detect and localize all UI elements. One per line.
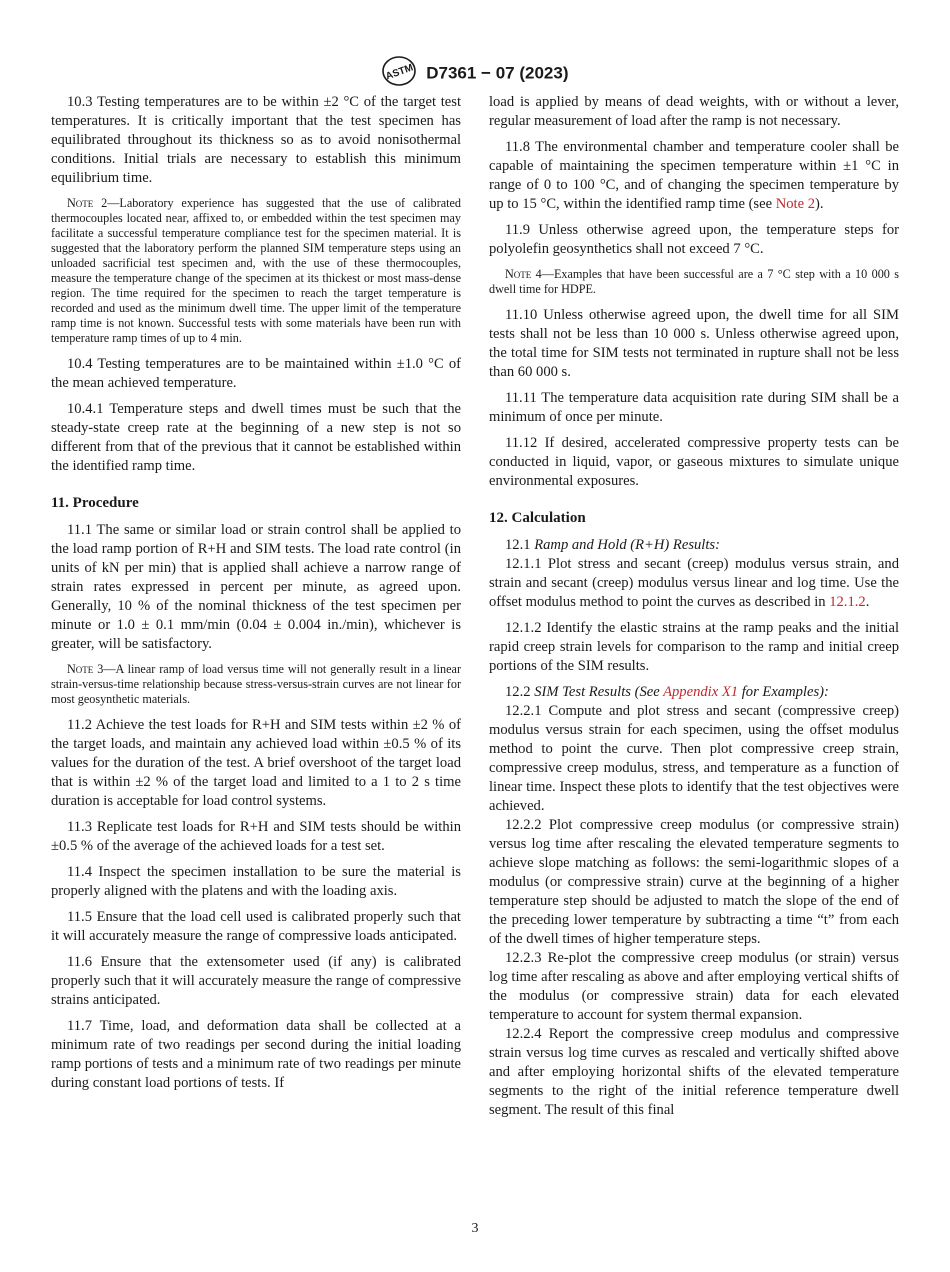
paragraph-11-1: 11.1 The same or similar load or strain control shall be applied to the load ramp portion of R+H and SIM tests. The load rate control (in units of kN per min) that is applied shall achieve a narrow range of strain rates expressed in percent per minute, as agreed upon. Generally, 10 % of the nominal thickness of the test specimen per minute or 1.0 ± 0.1 mm/min (0.04 ± 0.004 in./min), whichever is greater, will be satisfactory. bbox=[51, 522, 461, 652]
paragraph-11-2: 11.2 Achieve the test loads for R+H and SIM tests within ±2 % of the target loads, and maintain any achieved load within ±0.5 % of its values for the duration of the test. A brief overshoot of the target load that is within ±2 % of the target load and limited to a 1 to 2 s time duration is acceptable for load control systems. bbox=[51, 717, 461, 809]
paragraph-11-7: 11.7 Time, load, and deformation data shall be collected at a minimum rate of two readings per second during the initial loading ramp portions of tests and a minimum rate of two readings per minute during constant load portions of tests. If bbox=[51, 1018, 461, 1091]
paragraph-12-1-title: Ramp and Hold (R+H) Results: bbox=[534, 537, 720, 553]
paragraph-11-9: 11.9 Unless otherwise agreed upon, the temperature steps for polyolefin geosynthetics shall not exceed 7 °C. bbox=[489, 222, 899, 257]
paragraph-11-8-text: 11.8 The environmental chamber and temperature cooler shall be capable of maintaining the specimen temperature within ±1 °C in range of 0 to 100 °C, and of changing the specimen temperature by up to 15 °C, within the identified ramp time (see bbox=[489, 139, 899, 212]
paragraph-12-2-title: SIM Test Results (See bbox=[534, 684, 664, 700]
paragraph-12-1-1-text: 12.1.1 Plot stress and secant (creep) modulus versus strain, and strain and secant (creep) modulus versus linear and log time. Use the offset modulus method to point the curves as described in bbox=[489, 556, 899, 610]
note-3-label: Note 3 bbox=[67, 662, 104, 676]
note-2-label: Note 2 bbox=[67, 196, 108, 210]
section-heading-12: 12. Calculation bbox=[489, 510, 586, 526]
paragraph-12-2-title-end: for Examples): bbox=[738, 684, 829, 700]
section-12-1-2-link[interactable]: 12.1.2 bbox=[829, 594, 866, 610]
note-2-link[interactable]: Note 2 bbox=[775, 196, 816, 212]
page-header bbox=[0, 56, 950, 91]
document-code: D7361 − 07 (2023) bbox=[426, 63, 569, 83]
paragraph-11-10: 11.10 Unless otherwise agreed upon, the dwell time for all SIM tests shall not be less than 10 000 s. Unless otherwise agreed upon, the total time for SIM tests not terminated in rupture shall not be less than 60 000 s. bbox=[489, 307, 899, 380]
paragraph-12-2-3: 12.2.3 Re-plot the compressive creep modulus (or strain) versus log time after rescaling as above and after employing vertical shifts of the modulus (or compressive strain) data for each elevated temperature to account for system thermal expansion. bbox=[489, 950, 899, 1023]
note-3-text: —A linear ramp of load versus time will not generally result in a linear strain-versus-time relationship because stress-versus-strain curves are not linear for most geosynthetic materials. bbox=[51, 662, 462, 706]
paragraph-11-4: 11.4 Inspect the specimen installation to be sure the material is properly aligned with the platens and with the loading axis. bbox=[51, 864, 461, 899]
paragraph-12-1 bbox=[489, 536, 899, 555]
note-4-label: Note 4 bbox=[505, 267, 542, 281]
left-column bbox=[51, 93, 461, 1100]
paragraph-11-3: 11.3 Replicate test loads for R+H and SIM tests should be within ±0.5 % of the average of the achieved loads for a test set. bbox=[51, 819, 461, 854]
svg-text:ASTM: ASTM bbox=[383, 62, 415, 83]
paragraph-12-2 bbox=[489, 683, 899, 702]
paragraph-12-2-4: 12.2.4 Report the compressive creep modulus and compressive strain versus log time curves as rescaled and vertically shifted above and after employing horizontal shifts of the elevated temperature segments to the right of the initial reference temperature dwell segment. The result of this final bbox=[489, 1026, 899, 1118]
note-4 bbox=[489, 267, 899, 297]
section-heading-11: 11. Procedure bbox=[51, 495, 139, 511]
paragraph-10-4-1: 10.4.1 Temperature steps and dwell times must be such that the steady-state creep rate at the beginning of a new step is not so different from that of the previous that it cannot be established within the identified ramp time. bbox=[51, 401, 461, 474]
appendix-x1-link[interactable]: Appendix X1 bbox=[663, 684, 739, 700]
paragraph-12-1-number: 12.1 bbox=[505, 537, 535, 553]
paragraph-11-5: 11.5 Ensure that the load cell used is calibrated properly such that it will accurately measure the range of compressive loads anticipated. bbox=[51, 909, 461, 944]
paragraph-12-2-number: 12.2 bbox=[505, 684, 535, 700]
paragraph-11-11: 11.11 The temperature data acquisition rate during SIM shall be a minimum of once per minute. bbox=[489, 390, 899, 425]
right-column bbox=[489, 93, 899, 1120]
paragraph-12-1-1 bbox=[489, 555, 899, 612]
note-4-text: —Examples that have been successful are a 7 °C step with a 10 000 s dwell time for HDPE. bbox=[489, 267, 900, 296]
note-2-text: —Laboratory experience has suggested that the use of calibrated thermocouples located near, affixed to, or embedded within the test specimen may facilitate a successful temperature compliance test for the specimen material. It is suggested that the laboratory perform the planned SIM temperature steps using an unloaded sacrificial test specimen and, with the use of these thermocouples, measure the temperature change of the specimen at its thickest or most mass-dense region. The time required for the specimen to reach the target temperature is recorded and used as the minimum dwell time. The upper limit of the temperature ramp time is not known. Successful tests with some materials have been run with temperature ramp times of up to 4 min. bbox=[51, 196, 461, 345]
page-number: 3 bbox=[471, 1221, 479, 1236]
paragraph-10-3: 10.3 Testing temperatures are to be within ±2 °C of the target test temperatures. It is critically important that the test specimen has equilibrated throughout its thickness so as to avoid nonisothermal conditions. Initial trials are necessary to establish this minimum equilibrium time. bbox=[51, 94, 461, 186]
paragraph-12-1-1-end: . bbox=[865, 594, 870, 610]
paragraph-11-8 bbox=[489, 138, 899, 214]
paragraph-11-6: 11.6 Ensure that the extensometer used (if any) is calibrated properly such that it will accurately measure the range of compressive strains anticipated. bbox=[51, 954, 461, 1008]
paragraph-10-4: 10.4 Testing temperatures are to be maintained within ±1.0 °C of the mean achieved temperature. bbox=[51, 356, 461, 391]
paragraph-11-8-end: ). bbox=[815, 196, 824, 212]
paragraph-11-12: 11.12 If desired, accelerated compressive property tests can be conducted in liquid, vapor, or gaseous mixtures to simulate unique environmental exposures. bbox=[489, 435, 899, 489]
paragraph-12-1-2: 12.1.2 Identify the elastic strains at the ramp peaks and the initial rapid creep strain levels for comparison to the ramp and initial creep portions of the SIM results. bbox=[489, 620, 899, 674]
paragraph-11-7-continued: load is applied by means of dead weights, with or without a lever, regular measurement of load after the ramp is not necessary. bbox=[489, 94, 899, 129]
note-3 bbox=[51, 662, 461, 707]
paragraph-12-2-1: 12.2.1 Compute and plot stress and secant (compressive creep) modulus versus strain for each specimen, using the offset modulus method to point the curve. Then plot compressive creep strain, compressive creep modulus, stress, and temperature as a function of linear time. Inspect these plots to identify that the test objectives were achieved. bbox=[489, 703, 899, 814]
note-2 bbox=[51, 196, 461, 346]
astm-logo-icon bbox=[382, 56, 416, 91]
paragraph-12-2-2: 12.2.2 Plot compressive creep modulus (or compressive strain) versus log time after rescaling the elevated temperature segments to achieve slope matching as follows: the semi-logarithmic slopes of a modulus (or compressive strain) curve at the beginning of a higher temperature step should be adjusted to match the slope of the end of the preceding lower temperature by subtracting a time “t” from each of the dwell times of higher temperature steps. bbox=[489, 817, 899, 947]
